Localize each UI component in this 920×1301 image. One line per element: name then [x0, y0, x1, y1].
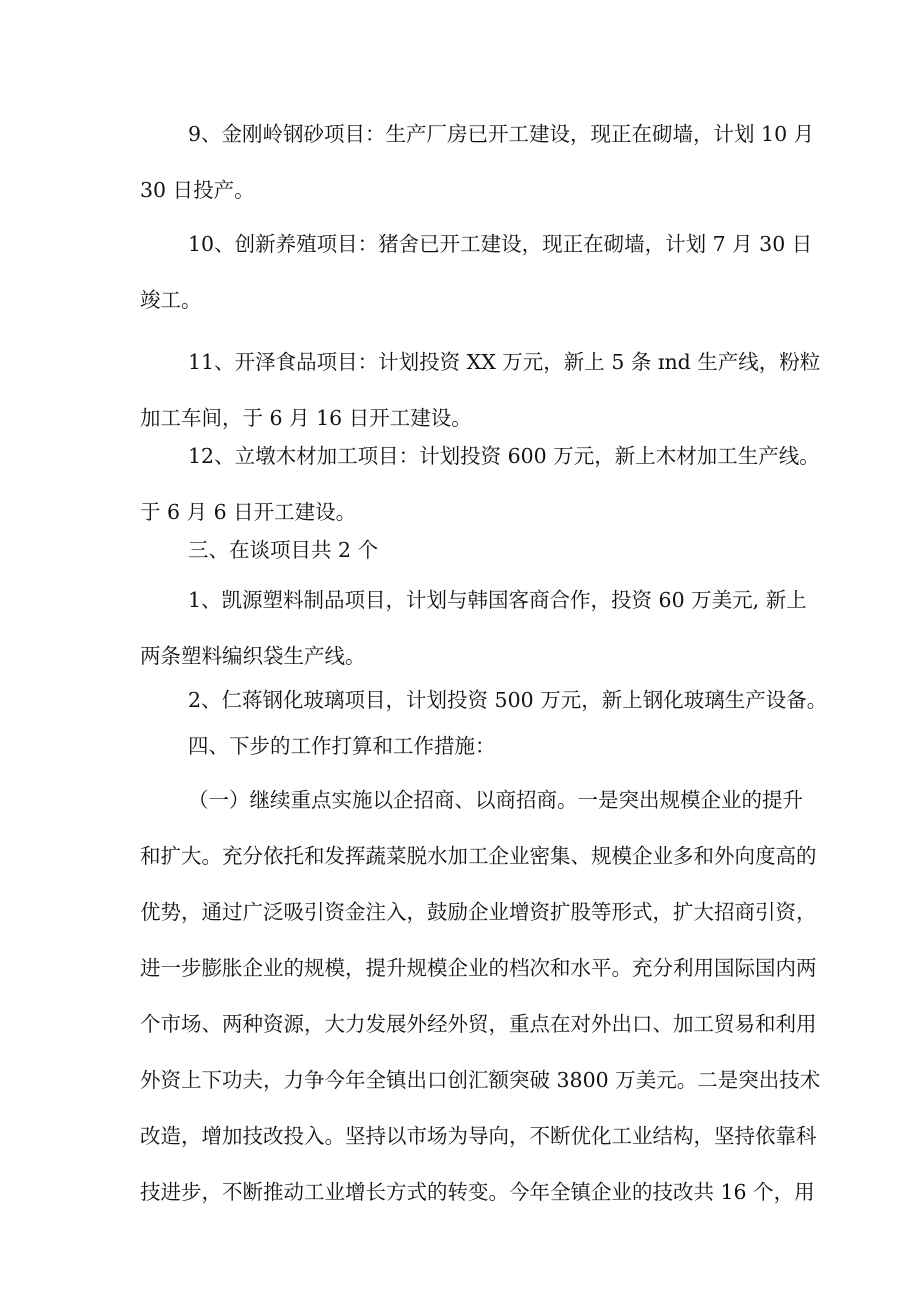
text-line: 12、立墩木材加工项目：计划投资 600 万元，新上木材加工生产线。 [188, 444, 820, 468]
text-line: 外资上下功夫，力争今年全镇出口创汇额突破 3800 万美元。二是突出技术 [140, 1068, 821, 1092]
text-line: 加工车间，于 6 月 16 日开工建设。 [140, 406, 472, 430]
text-line: 个市场、两种资源，大力发展外经外贸，重点在对外出口、加工贸易和利用 [140, 1012, 817, 1036]
section-heading-3 [140, 522, 800, 578]
text-line: 两条塑料编织袋生产线。 [140, 644, 366, 668]
text-line: 9、金刚岭钢砂项目：生产厂房已开工建设，现正在砌墙，计划 10 月 [188, 122, 815, 146]
heading-text: 四、下步的工作打算和工作措施： [188, 734, 496, 758]
text-line: 进一步膨胀企业的规模，提升规模企业的档次和水平。充分利用国际国内两 [140, 956, 817, 980]
text-line: 30 日投产。 [140, 178, 255, 202]
paragraph-measures-1 [140, 772, 821, 1220]
paragraph-project-10 [140, 216, 813, 328]
text-line: （一）继续重点实施以企招商、以商招商。一是突出规模企业的提升 [188, 788, 803, 812]
text-line: 11、开泽食品项目：计划投资 XX 万元，新上 5 条 ɪnd 生产线，粉粒 [188, 350, 821, 374]
text-line: 和扩大。充分依托和发挥蔬菜脱水加工企业密集、规模企业多和外向度高的 [140, 844, 817, 868]
section-heading-4 [140, 718, 800, 774]
text-line: 改造，增加技改投入。坚持以市场为导向，不断优化工业结构，坚持依靠科 [140, 1124, 817, 1148]
text-line: 竣工。 [140, 288, 202, 312]
text-line: 2、仁蒋钢化玻璃项目，计划投资 500 万元，新上钢化玻璃生产设备。 [188, 688, 828, 712]
text-line: 技进步，不断推动工业增长方式的转变。今年全镇企业的技改共 16 个，用 [140, 1180, 815, 1204]
text-line: 1、凯源塑料制品项目，计划与韩国客商合作，投资 60 万美元, 新上 [188, 588, 807, 612]
text-line: 优势，通过广泛吸引资金注入，鼓励企业增资扩股等形式，扩大招商引资， [140, 900, 817, 924]
heading-text: 三、在谈项目共 2 个 [188, 538, 379, 562]
paragraph-project-9 [140, 106, 815, 218]
text-line: 于 6 月 6 日开工建设。 [140, 500, 357, 524]
paragraph-negotiation-1 [140, 572, 807, 684]
text-line: 10、创新养殖项目：猪舍已开工建设，现正在砌墙，计划 7 月 30 日 [188, 232, 813, 256]
